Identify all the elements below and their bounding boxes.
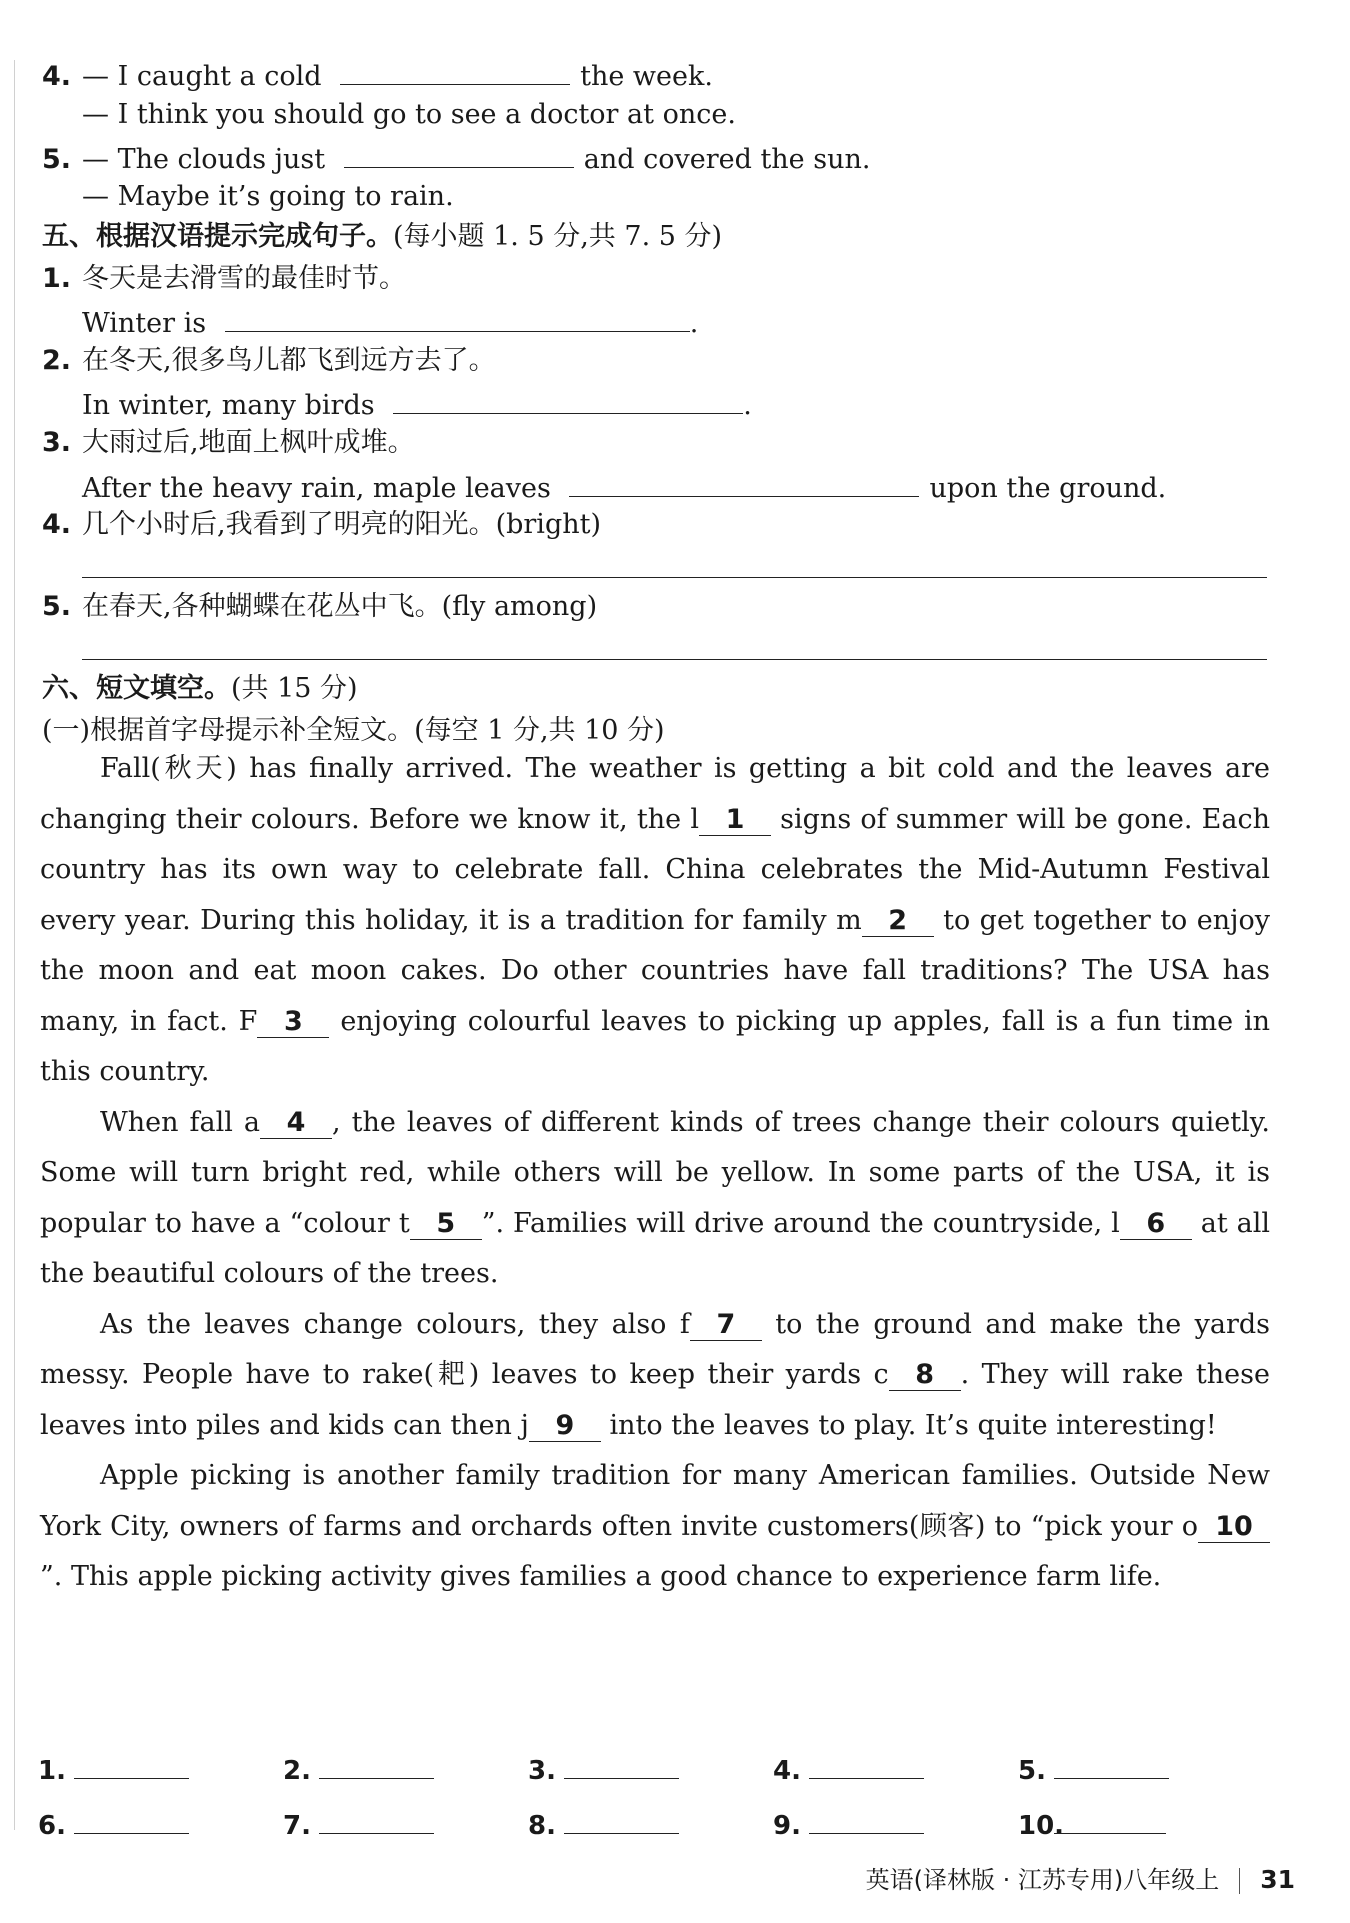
passage-paragraph-1: Fall(秋天) has finally arrived. The weather is getting a bit cold and the leaves are changing their colours. Before we know it, the l 1 signs of summer will be gone. Each country has its own way to celebrate fall. China celebrates the Mid-Autumn Festival every year. During this holiday, it is a tradition for family m 2 to get together to enjoy the moon and eat moon cakes. Do other countries have fall traditions? The USA has many, in fact. F 3 enjoying colourful leaves to picking up apples, fall is a fun time in this country.	[40, 753, 1270, 1087]
s5-item-3-cn: 3. 大雨过后,地面上枫叶成堆。	[42, 427, 415, 458]
answer-field-9[interactable]	[809, 1807, 924, 1834]
blank-3[interactable]: 3	[257, 1007, 329, 1038]
blank-input[interactable]	[340, 56, 570, 85]
passage-paragraph-4: Apple picking is another family tradition for many American families. Outside New York City, owners of farms and orchards often invite customers(顾客) to “pick your o 10”. This apple picking activity gives families a good chance to experience farm life.	[40, 1460, 1270, 1592]
s5-item-1-en: Winter is .	[42, 303, 1322, 341]
dialogue-5-line-1: 5. — The clouds just and covered the sun.	[42, 139, 1282, 177]
section-5-heading: 五、根据汉语提示完成句子。(每小题 1. 5 分,共 7. 5 分)	[42, 221, 723, 252]
dialogue-4-line-2: — I think you should go to see a doctor at once.	[82, 99, 736, 130]
passage	[40, 744, 1270, 1603]
answer-field-7[interactable]	[319, 1807, 434, 1834]
page-number: 31	[1260, 1865, 1295, 1894]
worksheet-page: 4. — I caught a cold the week. — I think you should go to see a doctor at once. 5. — The clouds just and covered the sun. — Maybe it’s going to rain. 五、根据汉语提示完成句子。(每小题 1. 5 分,共 7. 5 分) 1. 冬天是去滑雪的最佳时节。 Winter is . 2. 在冬天,很多鸟儿都飞到远方去了。 In winter, many birds . 3. 大雨过后,地面上枫叶成堆。 After the heavy rain, maple leaves upon the ground. 4. 几个小时后,我看到了明亮的阳光。(bright) 5. 在春天,各种蝴蝶在花丛中飞。(fly among) 六、短文填空。(共 15 分) (一)根据首字母提示补全短文。(每空 1 分,共 10 分) Fall(秋天) has finally arrived. The weather is getting a bit cold and the leaves are changing their colours. Before we know it, the l 1 signs of summer will be gone. Each country has its own way to celebrate fall. China celebrates the Mid-Autumn Festival every year. During this holiday, it is a tradition for family m 2 to get together to enjoy the moon and eat moon cakes. Do other countries have fall traditions? The USA has many, in fact. F 3 enjoying colourful leaves to picking up apples, fall is a fun time in this country. When fall a 4 , the leaves of different kinds of trees change their colours quietly. Some will turn bright red, while others will be yellow. In some parts of the USA, it is popular to have a “colour t 5 ”. Families will drive around the countryside, l 6 at all the beautiful colours of the trees. As the leaves change colours, they also f 7 to the ground and make the yards messy. People have to rake(耙) leaves to keep their yards c 8 . They will rake these leaves into piles and kids can then j 9 into the leaves to play. It’s quite interesting! Apple picking is another family tradition for many American families. Outside New York City, owners of farms and orchards often invite customers(顾客) to “pick your o 10”. This apple picking activity gives families a good chance to experience farm life. 1. 2. 3. 4. 5. 6. 7. 8. 9. 10. 英语(译林版 · 江苏专用)八年级上 31	[0, 0, 1350, 1923]
answer-line[interactable]	[82, 659, 1267, 660]
s5-item-2-cn: 2. 在冬天,很多鸟儿都飞到远方去了。	[42, 345, 496, 376]
blank-6[interactable]: 6	[1120, 1209, 1192, 1240]
section-6-subheading: (一)根据首字母提示补全短文。(每空 1 分,共 10 分)	[42, 715, 665, 746]
passage-paragraph-3: As the leaves change colours, they also f 7 to the ground and make the yards messy. People have to rake(耙) leaves to keep their yards c 8 . They will rake these leaves into piles and kids can then j 9 into the leaves to play. It’s quite interesting!	[40, 1308, 1270, 1441]
s5-item-4-cn: 4. 几个小时后,我看到了明亮的阳光。(bright)	[42, 509, 601, 540]
answer-field-6[interactable]	[74, 1807, 189, 1834]
blank-8[interactable]: 8	[889, 1360, 961, 1391]
dialogue-4-line-1: 4. — I caught a cold the week.	[42, 56, 1282, 94]
blank-input[interactable]	[393, 385, 743, 414]
blank-9[interactable]: 9	[529, 1411, 601, 1442]
answer-field-5[interactable]	[1054, 1752, 1169, 1779]
s5-item-2-en: In winter, many birds .	[42, 385, 1322, 423]
blank-7[interactable]: 7	[690, 1310, 762, 1341]
book-title: 英语(译林版 · 江苏专用)八年级上	[865, 1866, 1220, 1894]
answer-field-2[interactable]	[319, 1752, 434, 1779]
dialogue-5-line-2: — Maybe it’s going to rain.	[82, 181, 454, 212]
answer-line[interactable]	[82, 577, 1267, 578]
section-6-heading: 六、短文填空。(共 15 分)	[42, 673, 358, 704]
blank-5[interactable]: 5	[410, 1209, 482, 1240]
answer-field-10[interactable]	[1054, 1807, 1166, 1834]
answer-field-1[interactable]	[74, 1752, 189, 1779]
blank-2[interactable]: 2	[862, 906, 934, 937]
blank-1[interactable]: 1	[699, 805, 771, 836]
blank-10[interactable]: 10	[1198, 1512, 1270, 1543]
footer-divider	[1239, 1868, 1240, 1894]
blank-input[interactable]	[569, 468, 919, 497]
s5-item-3-en: After the heavy rain, maple leaves upon the ground.	[42, 468, 1322, 506]
blank-4[interactable]: 4	[260, 1108, 332, 1139]
answer-field-8[interactable]	[564, 1807, 679, 1834]
s5-item-1-cn: 1. 冬天是去滑雪的最佳时节。	[42, 263, 406, 294]
page-footer	[866, 1860, 1295, 1895]
answer-field-4[interactable]	[809, 1752, 924, 1779]
blank-input[interactable]	[225, 303, 690, 332]
blank-input[interactable]	[344, 139, 574, 168]
passage-paragraph-2: When fall a 4 , the leaves of different kinds of trees change their colours quietly. Some will turn bright red, while others will be yellow. In some parts of the USA, it is popular to have a “colour t 5 ”. Families will drive around the countryside, l 6 at all the beautiful colours of the trees.	[40, 1106, 1270, 1289]
answer-field-3[interactable]	[564, 1752, 679, 1779]
s5-item-5-cn: 5. 在春天,各种蝴蝶在花丛中飞。(fly among)	[42, 591, 598, 622]
margin-rule	[14, 60, 15, 1830]
